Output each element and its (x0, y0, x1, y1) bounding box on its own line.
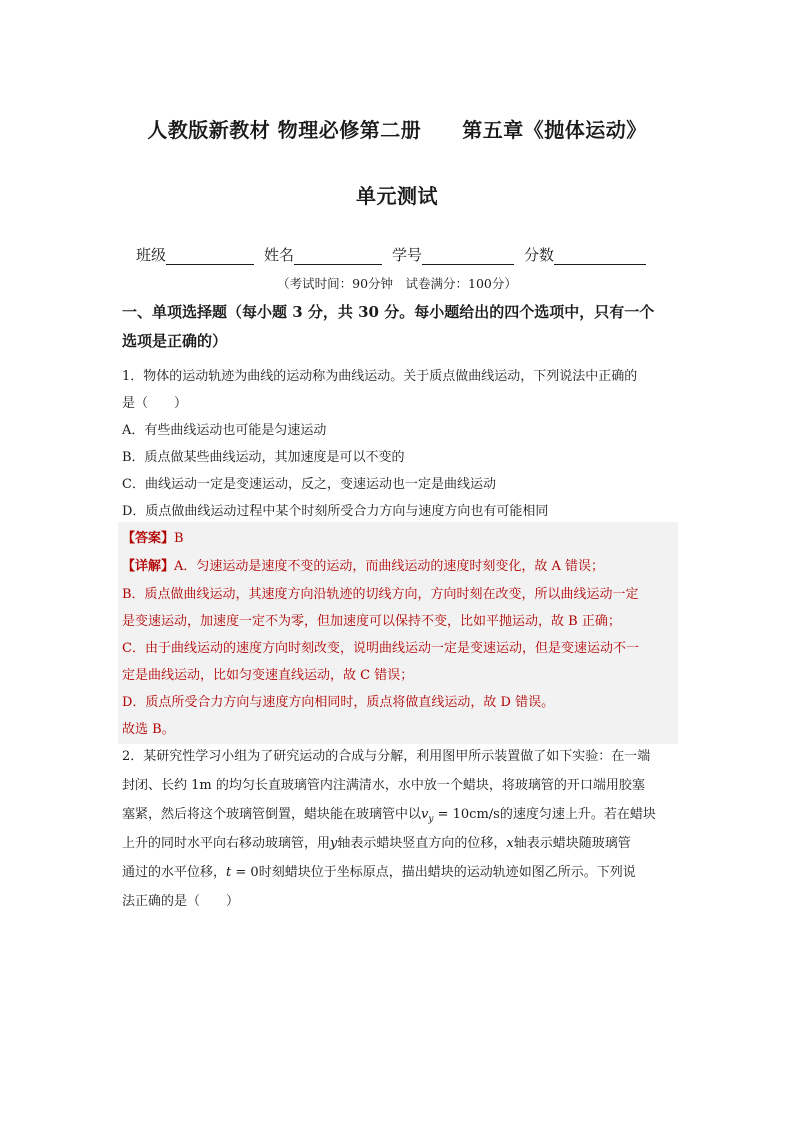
section-heading (122, 298, 678, 356)
detail-text: A．匀速运动是速度不变的运动，而曲线运动的速度时刻变化，故 A 错误； (174, 559, 605, 574)
q1-stem-line2: 是（ ） (122, 396, 188, 411)
name-blank[interactable] (294, 248, 382, 265)
q2-line3-text-a: 塞紧，然后将这个玻璃管倒置，蜡块能在玻璃管中以 (122, 807, 422, 822)
q1-detail-line5: 定是曲线运动，比如匀变速直线运动，故 C 错误； (122, 668, 414, 683)
q1-detail-line3: 是变速运动，加速度一定不为零，但加速度可以保持不变，比如平抛运动，故 B 正确； (122, 614, 621, 629)
q1-answer (122, 527, 678, 546)
q2-line4 (122, 832, 678, 851)
name-field (264, 244, 392, 265)
time-value: = 0 (231, 865, 259, 880)
q1-option-a: A．有些曲线运动也可能是匀速运动 (122, 423, 327, 438)
q2-line5-text-a: 通过的水平位移， (122, 865, 227, 880)
q2-line4-text-a: 上升的同时水平向右移动玻璃管，用 (122, 836, 331, 851)
q2-line4-text-c: 轴表示蜡块随玻璃管 (513, 836, 631, 851)
document-subtitle: 单元测试 (356, 184, 438, 208)
document-title: 人教版新教材 物理必修第二册 第五章《抛体运动》 (147, 118, 647, 142)
detail-tag: 【详解】 (122, 559, 175, 574)
score-label: 分数 (524, 246, 555, 264)
answer-value: B (174, 531, 184, 546)
score-blank[interactable] (554, 248, 646, 265)
q2-line5 (122, 861, 678, 880)
q1-detail-line4: C．由于曲线运动的速度方向时刻改变，说明曲线运动一定是变速运动，但是变速运动不一 (122, 641, 639, 656)
q1-option-c: C．曲线运动一定是变速运动，反之，变速运动也一定是曲线运动 (122, 477, 496, 492)
q1-option-d: D．质点做曲线运动过程中某个时刻所受合力方向与速度方向也有可能相同 (122, 504, 549, 519)
q2-line6: 法正确的是（ ） (122, 894, 240, 909)
student-id-blank[interactable] (422, 248, 514, 265)
score-field (524, 244, 646, 265)
q2-line3 (122, 803, 678, 825)
q1-detail-line2: B．质点做曲线运动，其速度方向沿轨迹的切线方向，方向时刻在改变，所以曲线运动一定 (122, 587, 639, 602)
q2-line2: 封闭、长约 1m 的均匀长直玻璃管内注满清水，水中放一个蜡块，将玻璃管的开口端用胶塞 (122, 778, 645, 793)
q1-option-b: B．质点做某些曲线运动，其加速度是可以不变的 (122, 450, 405, 465)
section-heading-line1: 一、单项选择题（每小题 3 分，共 30 分。每小题给出的四个选项中，只有一个 (122, 303, 655, 321)
student-id-field (392, 244, 524, 265)
q2-line5-text-b: 时刻蜡块位于坐标原点，描出蜡块的运动轨迹如图乙所示。下列说 (258, 865, 636, 880)
velocity-value: = 10cm/s (433, 807, 500, 822)
y-axis-symbol: y (330, 836, 338, 851)
exam-note: （考试时间：90分钟 试卷满分：100分） (277, 276, 517, 291)
class-label: 班级 (136, 246, 167, 264)
x-axis-symbol: x (506, 836, 514, 851)
student-id-label: 学号 (392, 246, 423, 264)
student-info-row (136, 244, 646, 265)
q2-line3-text-b: 的速度匀速上升。若在蜡块 (499, 807, 656, 822)
velocity-symbol: v (421, 807, 429, 822)
answer-tag: 【答案】 (122, 531, 175, 546)
q1-detail-line1 (122, 555, 678, 574)
q1-stem-line1: 1．物体的运动轨迹为曲线的运动称为曲线运动。关于质点做曲线运动，下列说法中正确的 (122, 369, 638, 384)
velocity-subscript: y (428, 814, 434, 825)
time-symbol: t (226, 865, 232, 880)
section-heading-line2: 选项是正确的） (122, 332, 228, 350)
q1-conclusion: 故选 B。 (122, 722, 175, 737)
name-label: 姓名 (264, 246, 295, 264)
q1-detail-line6: D．质点所受合力方向与速度方向相同时，质点将做直线运动，故 D 错误。 (122, 695, 555, 710)
class-blank[interactable] (166, 248, 254, 265)
q2-line1: 2．某研究性学习小组为了研究运动的合成与分解，利用图甲所示装置做了如下实验：在一端 (122, 749, 651, 764)
class-field (136, 244, 264, 265)
q2-line4-text-b: 轴表示蜡块竖直方向的位移， (337, 836, 507, 851)
